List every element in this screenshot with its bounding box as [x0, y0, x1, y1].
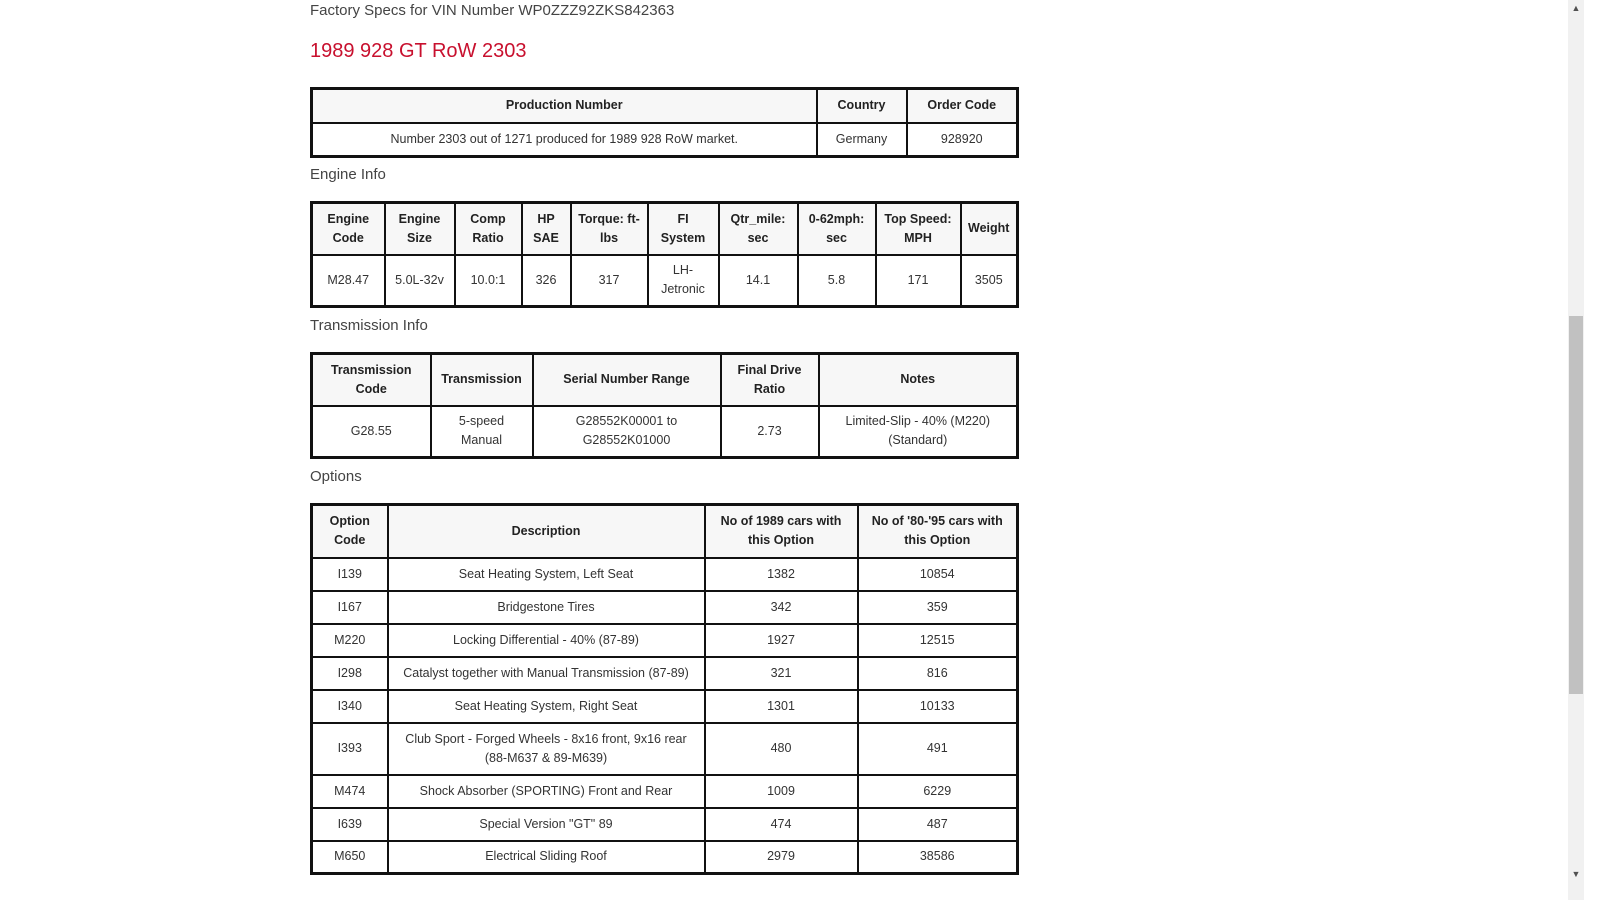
header-description: Description [388, 505, 705, 558]
final-drive-cell: 2.73 [721, 406, 819, 458]
table-row [312, 690, 1018, 723]
production-table [310, 87, 1019, 158]
serial-range-cell: G28552K00001 to G28552K01000 [533, 406, 721, 458]
option-code-cell: I298 [312, 657, 388, 690]
header-option-code: Option Code [312, 505, 388, 558]
option-code-cell: I639 [312, 808, 388, 841]
option-total-count-cell: 491 [858, 723, 1018, 775]
engine-code-cell: M28.47 [312, 255, 385, 307]
option-code-cell: I139 [312, 558, 388, 591]
option-total-count-cell: 359 [858, 591, 1018, 624]
engine-header-row [312, 203, 1018, 255]
header-comp-ratio: Comp Ratio [455, 203, 522, 255]
option-total-count-cell: 38586 [858, 841, 1018, 874]
option-1989-count-cell: 321 [705, 657, 858, 690]
option-code-cell: I167 [312, 591, 388, 624]
header-transmission-code: Transmission Code [312, 354, 431, 406]
comp-ratio-cell: 10.0:1 [455, 255, 522, 307]
order-code-cell: 928920 [907, 123, 1018, 157]
transmission-table [310, 352, 1019, 459]
header-engine-code: Engine Code [312, 203, 385, 255]
header-hp-sae: HP SAE [522, 203, 571, 255]
table-row [312, 808, 1018, 841]
header-1989-count: No of 1989 cars with this Option [705, 505, 858, 558]
header-production-number: Production Number [312, 89, 817, 123]
production-number-cell: Number 2303 out of 1271 produced for 1989 928 RoW market. [312, 123, 817, 157]
fi-system-cell: LH-Jetronic [648, 255, 719, 307]
hp-sae-cell: 326 [522, 255, 571, 307]
option-description-cell: Catalyst together with Manual Transmission (87-89) [388, 657, 705, 690]
option-1989-count-cell: 480 [705, 723, 858, 775]
scrollbar-thumb[interactable] [1569, 316, 1583, 694]
option-total-count-cell: 487 [858, 808, 1018, 841]
table-row [312, 723, 1018, 775]
table-row [312, 591, 1018, 624]
option-total-count-cell: 816 [858, 657, 1018, 690]
header-weight: Weight [961, 203, 1018, 255]
qtr-mile-cell: 14.1 [719, 255, 798, 307]
production-row [312, 123, 1018, 157]
option-description-cell: Shock Absorber (SPORTING) Front and Rear [388, 775, 705, 808]
scroll-up-icon[interactable]: ▲ [1571, 3, 1581, 13]
transmission-info-heading: Transmission Info [310, 317, 428, 334]
table-row [312, 841, 1018, 874]
header-top-speed: Top Speed: MPH [876, 203, 961, 255]
header-fi-system: FI System [648, 203, 719, 255]
option-description-cell: Electrical Sliding Roof [388, 841, 705, 874]
option-description-cell: Special Version "GT" 89 [388, 808, 705, 841]
option-total-count-cell: 12515 [858, 624, 1018, 657]
header-final-drive: Final Drive Ratio [721, 354, 819, 406]
header-engine-size: Engine Size [385, 203, 455, 255]
option-description-cell: Club Sport - Forged Wheels - 8x16 front, 9x16 rear (88-M637 & 89-M639) [388, 723, 705, 775]
torque-cell: 317 [571, 255, 648, 307]
option-1989-count-cell: 342 [705, 591, 858, 624]
engine-size-cell: 5.0L-32v [385, 255, 455, 307]
header-serial-range: Serial Number Range [533, 354, 721, 406]
option-1989-count-cell: 474 [705, 808, 858, 841]
vertical-scrollbar[interactable] [1568, 0, 1584, 900]
transmission-header-row [312, 354, 1018, 406]
header-qtr-mile: Qtr_mile: sec [719, 203, 798, 255]
model-title: 1989 928 GT RoW 2303 [310, 40, 527, 62]
top-speed-cell: 171 [876, 255, 961, 307]
production-header-row [312, 89, 1018, 123]
vin-heading: Factory Specs for VIN Number WP0ZZZ92ZKS842363 [310, 2, 675, 19]
header-transmission: Transmission [431, 354, 533, 406]
engine-info-heading: Engine Info [310, 166, 386, 183]
table-row [312, 657, 1018, 690]
option-description-cell: Seat Heating System, Right Seat [388, 690, 705, 723]
option-code-cell: I393 [312, 723, 388, 775]
option-code-cell: I340 [312, 690, 388, 723]
engine-row [312, 255, 1018, 307]
option-description-cell: Locking Differential - 40% (87-89) [388, 624, 705, 657]
header-country: Country [817, 89, 907, 123]
table-row [312, 624, 1018, 657]
weight-cell: 3505 [961, 255, 1018, 307]
header-80-95-count: No of '80-'95 cars with this Option [858, 505, 1018, 558]
options-heading: Options [310, 468, 362, 485]
option-1989-count-cell: 1382 [705, 558, 858, 591]
option-1989-count-cell: 1009 [705, 775, 858, 808]
header-order-code: Order Code [907, 89, 1018, 123]
header-0-62mph: 0-62mph: sec [798, 203, 876, 255]
option-total-count-cell: 10854 [858, 558, 1018, 591]
transmission-code-cell: G28.55 [312, 406, 431, 458]
transmission-type-cell: 5-speed Manual [431, 406, 533, 458]
zero-62-cell: 5.8 [798, 255, 876, 307]
options-header-row [312, 505, 1018, 558]
country-cell: Germany [817, 123, 907, 157]
header-torque: Torque: ft-lbs [571, 203, 648, 255]
table-row [312, 775, 1018, 808]
option-description-cell: Bridgestone Tires [388, 591, 705, 624]
option-code-cell: M474 [312, 775, 388, 808]
engine-table [310, 201, 1019, 308]
transmission-row [312, 406, 1018, 458]
option-total-count-cell: 10133 [858, 690, 1018, 723]
option-description-cell: Seat Heating System, Left Seat [388, 558, 705, 591]
option-code-cell: M220 [312, 624, 388, 657]
table-row [312, 558, 1018, 591]
option-1989-count-cell: 1301 [705, 690, 858, 723]
notes-cell: Limited-Slip - 40% (M220) (Standard) [819, 406, 1018, 458]
scroll-down-icon[interactable]: ▼ [1571, 869, 1581, 879]
option-1989-count-cell: 2979 [705, 841, 858, 874]
option-code-cell: M650 [312, 841, 388, 874]
option-1989-count-cell: 1927 [705, 624, 858, 657]
header-notes: Notes [819, 354, 1018, 406]
options-table [310, 503, 1019, 875]
option-total-count-cell: 6229 [858, 775, 1018, 808]
